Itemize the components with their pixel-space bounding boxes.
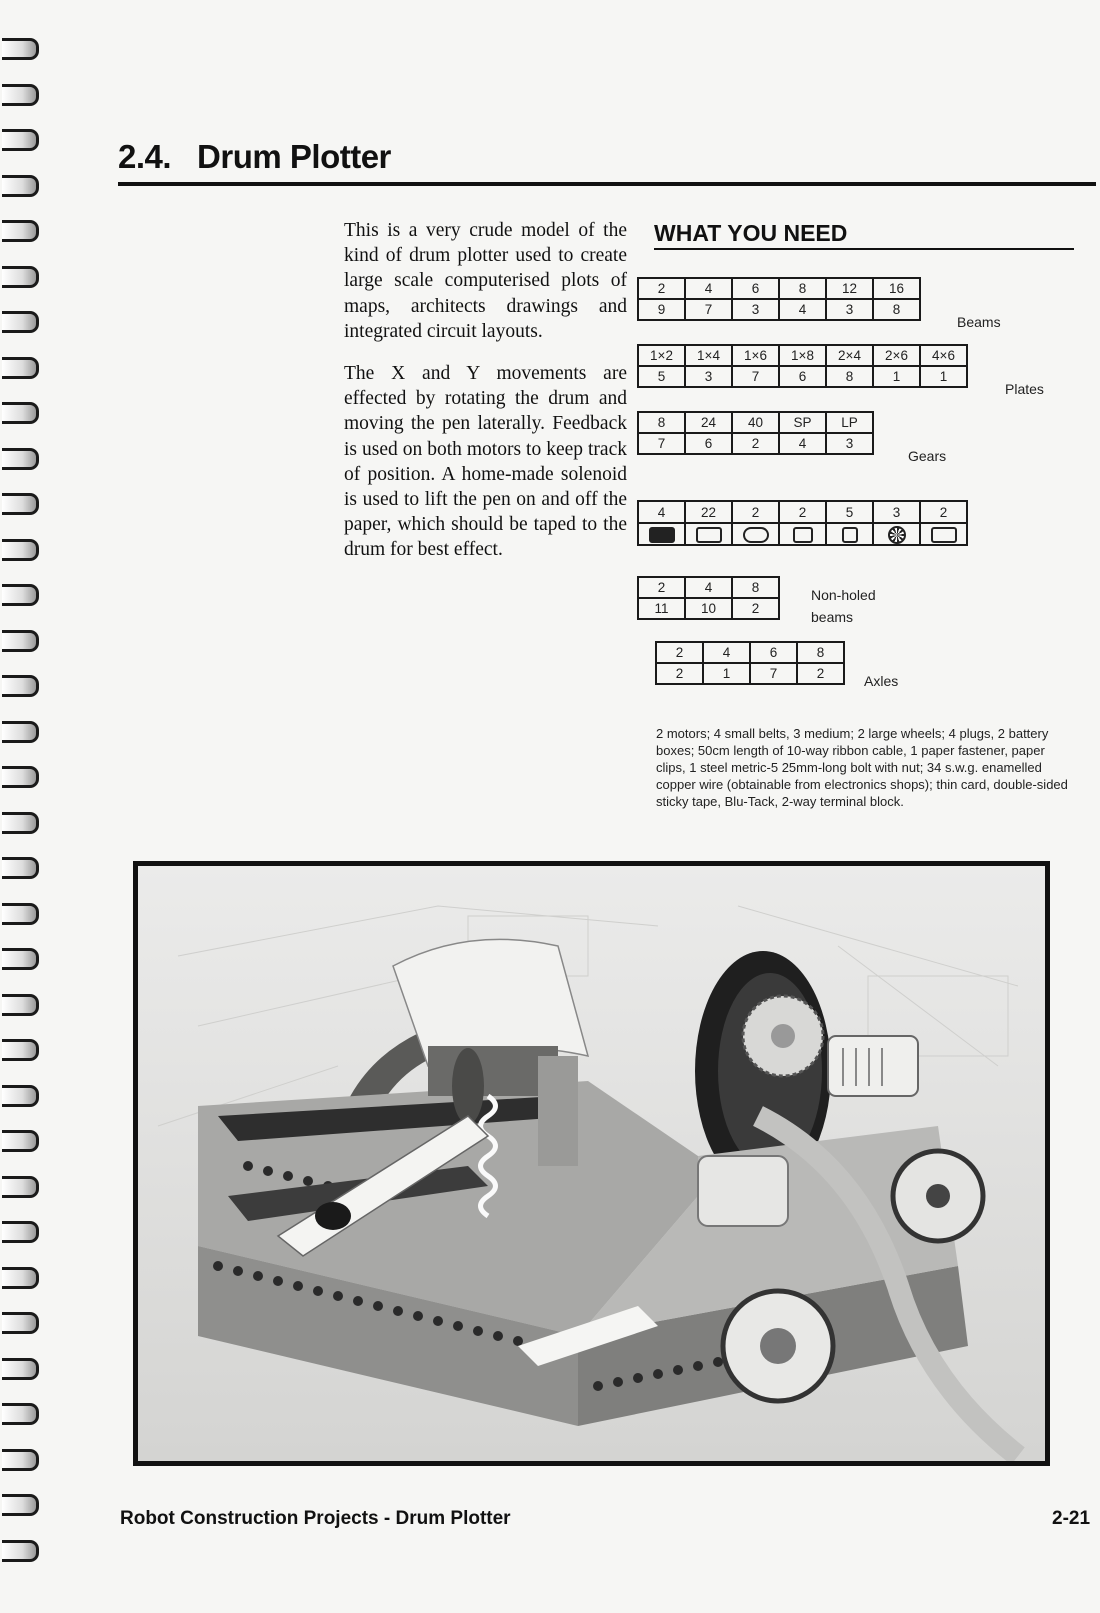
binding-ring bbox=[2, 311, 39, 333]
drum-plotter-illustration bbox=[138, 866, 1045, 1461]
connector-peg-icon bbox=[649, 527, 675, 543]
beams-qty: 9 bbox=[638, 299, 685, 320]
binding-ring bbox=[2, 584, 39, 606]
connectors-table bbox=[637, 500, 968, 546]
binding-ring bbox=[2, 1176, 39, 1198]
nonholed-size: 4 bbox=[685, 577, 732, 598]
binding-ring bbox=[2, 721, 39, 743]
beams-qty: 7 bbox=[685, 299, 732, 320]
nonholed-qty: 10 bbox=[685, 598, 732, 619]
plates-table bbox=[637, 344, 968, 388]
gears-size: LP bbox=[826, 412, 873, 433]
binding-ring bbox=[2, 539, 39, 561]
plates-qty: 7 bbox=[732, 366, 779, 387]
nonholed-qty: 2 bbox=[732, 598, 779, 619]
plates-size: 2×4 bbox=[826, 345, 873, 366]
binding-ring bbox=[2, 1358, 39, 1380]
plates-qty: 6 bbox=[779, 366, 826, 387]
footer-title: Robot Construction Projects - Drum Plotter bbox=[120, 1508, 511, 1529]
axles-qty: 7 bbox=[750, 663, 797, 684]
connector-qty: 2 bbox=[920, 501, 967, 523]
connector-qty: 2 bbox=[732, 501, 779, 523]
beams-qty: 3 bbox=[826, 299, 873, 320]
beams-size: 4 bbox=[685, 278, 732, 299]
axles-size: 4 bbox=[703, 642, 750, 663]
plates-size: 1×6 bbox=[732, 345, 779, 366]
plates-qty: 8 bbox=[826, 366, 873, 387]
gears-qty: 4 bbox=[779, 433, 826, 454]
axles-size: 2 bbox=[656, 642, 703, 663]
connector-qty: 5 bbox=[826, 501, 873, 523]
nonholed-label-line2: beams bbox=[811, 609, 854, 625]
spiral-binding bbox=[0, 30, 40, 1590]
bush-icon bbox=[696, 527, 722, 543]
axles-label: Axles bbox=[864, 673, 899, 689]
what-you-need-rule bbox=[654, 248, 1074, 250]
beams-qty: 4 bbox=[779, 299, 826, 320]
connector-peg-cell bbox=[638, 523, 685, 545]
section-title: Drum Plotter bbox=[197, 138, 391, 175]
plates-qty: 5 bbox=[638, 366, 685, 387]
binding-ring bbox=[2, 1039, 39, 1061]
binding-ring bbox=[2, 129, 39, 151]
extras-list: 2 motors; 4 small belts, 3 medium; 2 large wheels; 4 plugs, 2 battery boxes; 50cm length of 10-way ribbon cable, 1 paper fastener, paper clips, 1 steel metric-5 25mm-long bolt with nut; 34 s.w.g. enamelled copper wire (obtainable from electronics shops); thin card, double-sided sticky tape, Blu-Tack, 2-way terminal block. bbox=[656, 726, 1068, 809]
intro-text bbox=[344, 218, 627, 580]
drum-plotter-photo bbox=[133, 861, 1050, 1466]
plates-size: 1×4 bbox=[685, 345, 732, 366]
universal-joint-icon bbox=[793, 527, 813, 543]
plates-qty: 1 bbox=[873, 366, 920, 387]
gears-qty: 3 bbox=[826, 433, 873, 454]
axle-holder-icon bbox=[842, 527, 858, 543]
binding-ring bbox=[2, 220, 39, 242]
beams-table bbox=[637, 277, 921, 321]
binding-ring bbox=[2, 357, 39, 379]
binding-ring bbox=[2, 448, 39, 470]
intro-paragraph-1: This is a very crude model of the kind of drum plotter used to create large scale computerised plots of maps, architects drawings and integrated circuit layouts. bbox=[344, 220, 627, 342]
crank-icon bbox=[743, 527, 769, 543]
binding-ring bbox=[2, 1449, 39, 1471]
binding-ring bbox=[2, 1312, 39, 1334]
beams-qty: 8 bbox=[873, 299, 920, 320]
plates-label: Plates bbox=[1005, 381, 1044, 397]
coupler-cell bbox=[920, 523, 967, 545]
binding-ring bbox=[2, 402, 39, 424]
connector-qty: 4 bbox=[638, 501, 685, 523]
binding-ring bbox=[2, 812, 39, 834]
gears-qty: 2 bbox=[732, 433, 779, 454]
axles-table bbox=[655, 641, 845, 685]
plates-qty: 3 bbox=[685, 366, 732, 387]
nonholed-label bbox=[811, 584, 876, 628]
axles-size: 8 bbox=[797, 642, 844, 663]
nonholed-size: 8 bbox=[732, 577, 779, 598]
crank-cell bbox=[732, 523, 779, 545]
pulley-cell bbox=[873, 523, 920, 545]
nonholed-qty: 11 bbox=[638, 598, 685, 619]
binding-ring bbox=[2, 994, 39, 1016]
plates-size: 4×6 bbox=[920, 345, 967, 366]
plates-qty: 1 bbox=[920, 366, 967, 387]
binding-ring bbox=[2, 38, 39, 60]
what-you-need-title: WHAT YOU NEED bbox=[654, 220, 848, 246]
bush-cell bbox=[685, 523, 732, 545]
plates-size: 1×2 bbox=[638, 345, 685, 366]
beams-size: 12 bbox=[826, 278, 873, 299]
beams-size: 8 bbox=[779, 278, 826, 299]
connector-qty: 2 bbox=[779, 501, 826, 523]
beams-size: 16 bbox=[873, 278, 920, 299]
gears-qty: 6 bbox=[685, 433, 732, 454]
gears-size: 40 bbox=[732, 412, 779, 433]
heading-rule bbox=[118, 182, 1096, 186]
axles-size: 6 bbox=[750, 642, 797, 663]
axles-qty: 2 bbox=[656, 663, 703, 684]
nonholed-beams-table bbox=[637, 576, 780, 620]
binding-ring bbox=[2, 1540, 39, 1562]
gears-size: 8 bbox=[638, 412, 685, 433]
binding-ring bbox=[2, 948, 39, 970]
coupler-icon bbox=[931, 527, 957, 543]
binding-ring bbox=[2, 1221, 39, 1243]
binding-ring bbox=[2, 903, 39, 925]
beams-size: 2 bbox=[638, 278, 685, 299]
section-number: 2.4. bbox=[118, 138, 172, 175]
gears-size: 24 bbox=[685, 412, 732, 433]
binding-ring bbox=[2, 493, 39, 515]
axles-qty: 1 bbox=[703, 663, 750, 684]
connector-qty: 3 bbox=[873, 501, 920, 523]
gears-table bbox=[637, 411, 874, 455]
binding-ring bbox=[2, 1130, 39, 1152]
binding-ring bbox=[2, 1267, 39, 1289]
pulley-icon bbox=[888, 526, 906, 544]
gears-qty: 7 bbox=[638, 433, 685, 454]
binding-ring bbox=[2, 1403, 39, 1425]
section-heading bbox=[118, 138, 391, 176]
binding-ring bbox=[2, 175, 39, 197]
nonholed-label-line1: Non-holed bbox=[811, 587, 876, 603]
beams-qty: 3 bbox=[732, 299, 779, 320]
binding-ring bbox=[2, 1494, 39, 1516]
binding-ring bbox=[2, 1085, 39, 1107]
beams-label: Beams bbox=[957, 314, 1001, 330]
gears-label: Gears bbox=[908, 448, 947, 464]
gears-size: SP bbox=[779, 412, 826, 433]
axle-holder-cell bbox=[826, 523, 873, 545]
beams-size: 6 bbox=[732, 278, 779, 299]
binding-ring bbox=[2, 266, 39, 288]
binding-ring bbox=[2, 630, 39, 652]
binding-ring bbox=[2, 84, 39, 106]
binding-ring bbox=[2, 675, 39, 697]
nonholed-size: 2 bbox=[638, 577, 685, 598]
universal-joint-cell bbox=[779, 523, 826, 545]
binding-ring bbox=[2, 766, 39, 788]
plates-size: 2×6 bbox=[873, 345, 920, 366]
page-number: 2-21 bbox=[1052, 1508, 1091, 1529]
intro-paragraph-2: The X and Y movements are effected by rotating the drum and moving the pen laterally. Feedback is used on both motors to keep track of position. A home-made solenoid is used to lift the pen on and off the paper, which should be taped to the drum for best effect. bbox=[344, 363, 627, 561]
axles-qty: 2 bbox=[797, 663, 844, 684]
connector-qty: 22 bbox=[685, 501, 732, 523]
plates-size: 1×8 bbox=[779, 345, 826, 366]
binding-ring bbox=[2, 857, 39, 879]
